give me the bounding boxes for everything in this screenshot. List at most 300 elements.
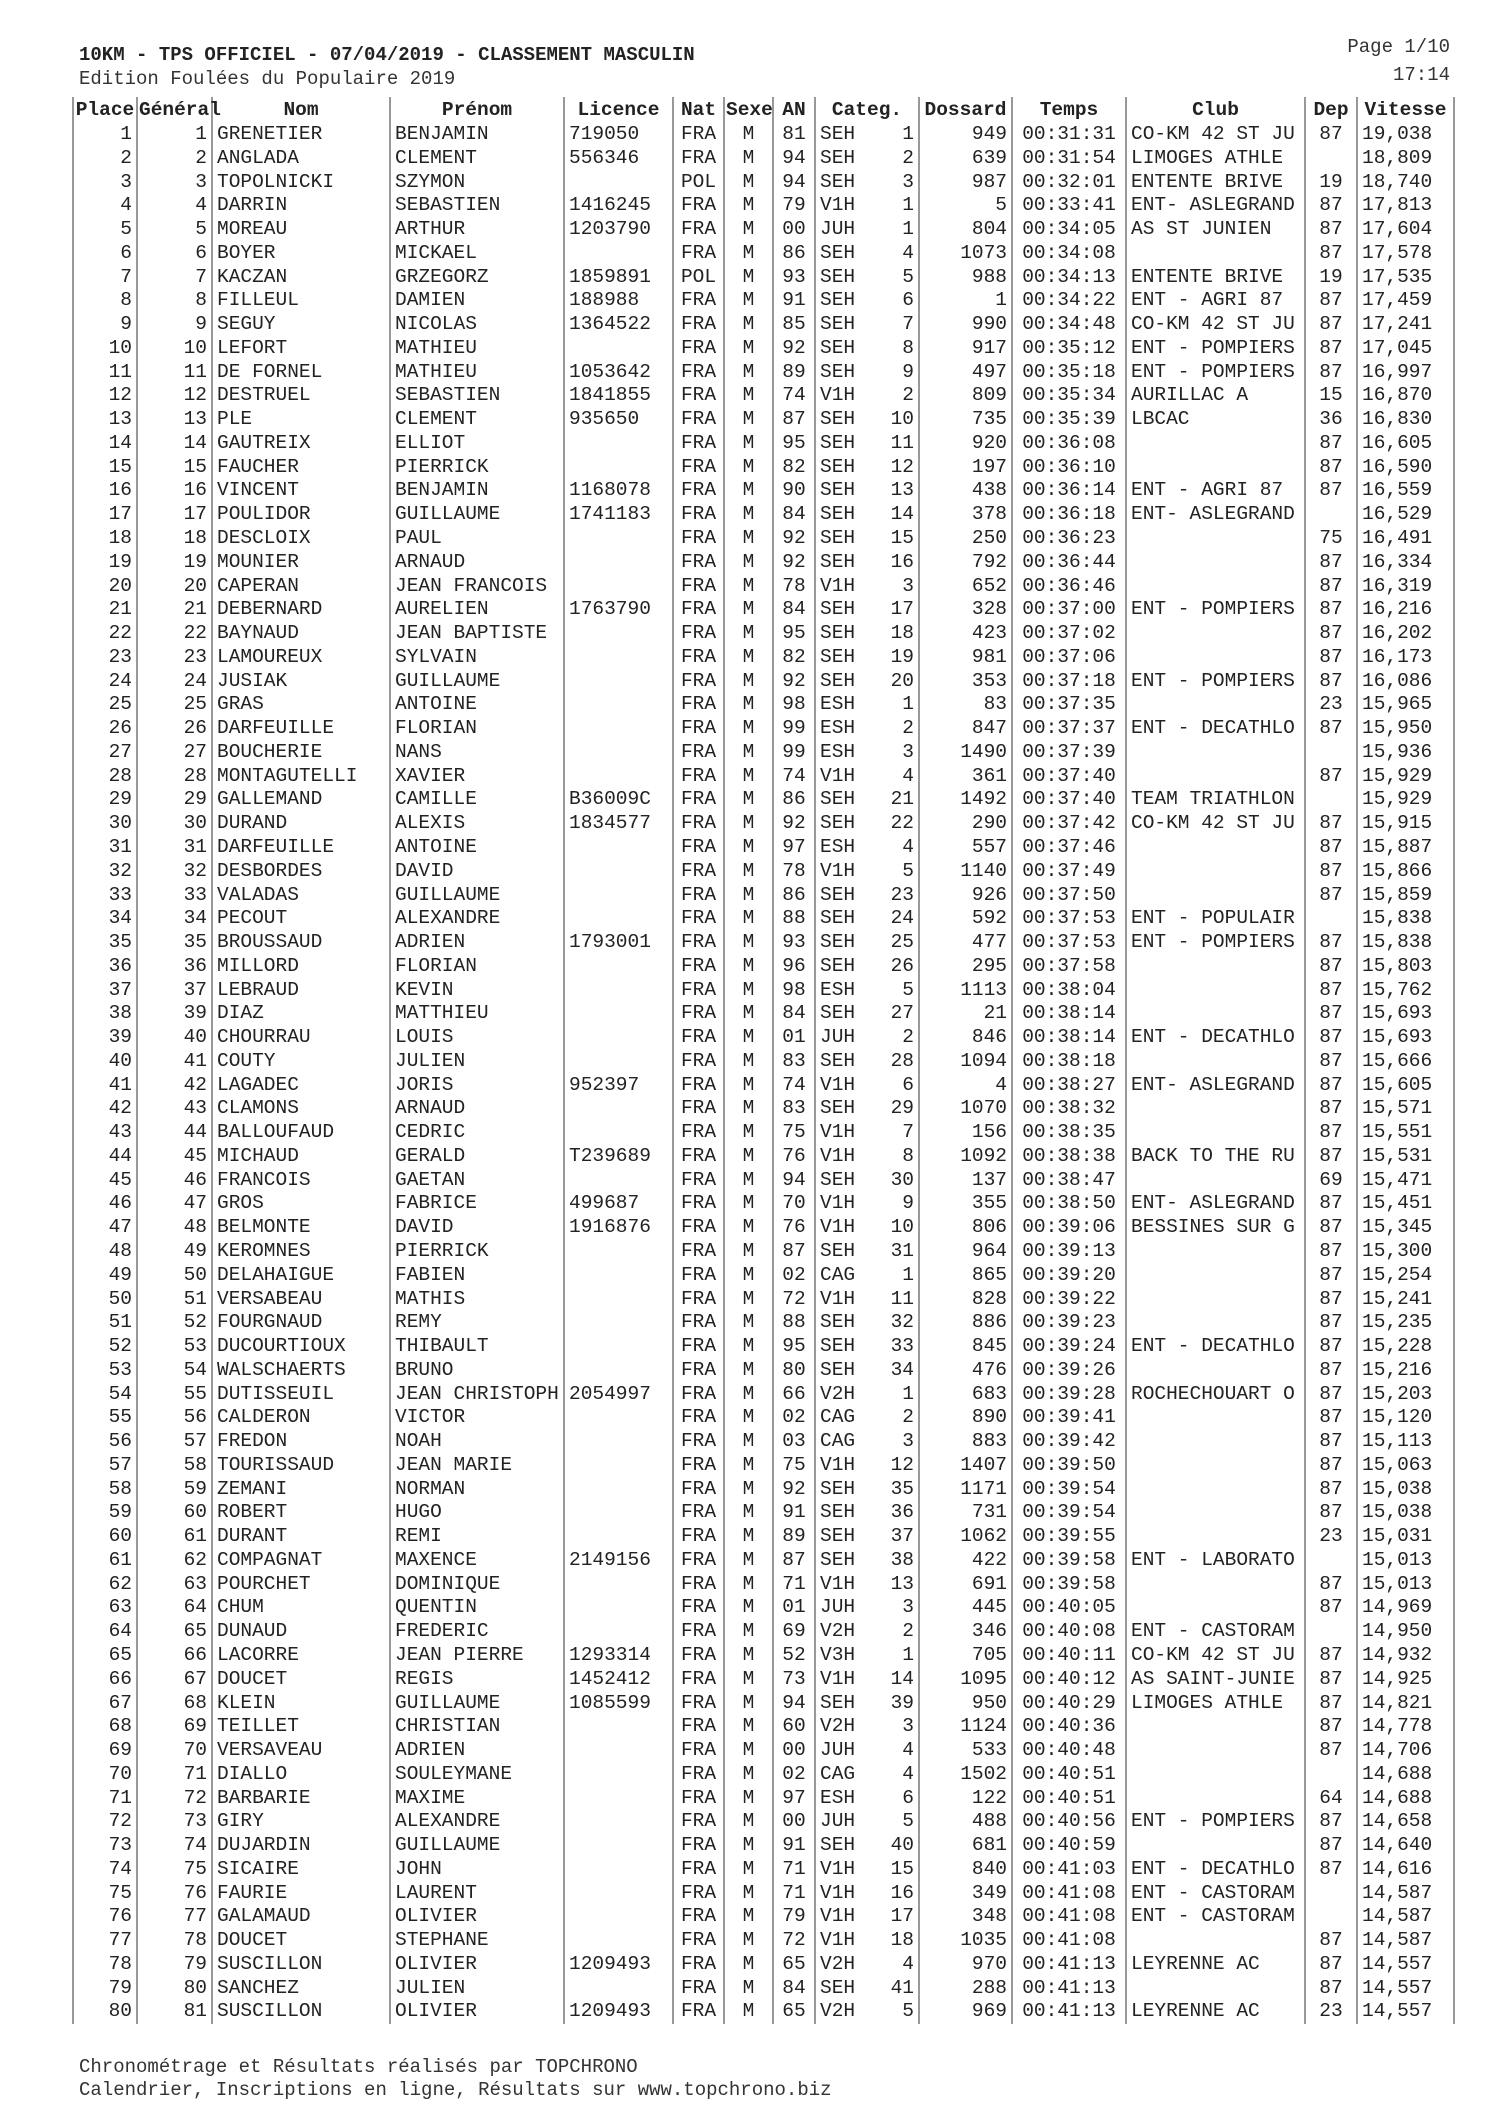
cell-categ bbox=[815, 1525, 919, 1549]
cell-categ bbox=[815, 670, 919, 694]
cell-dep: 15 bbox=[1305, 384, 1357, 408]
cell-general: 51 bbox=[137, 1288, 212, 1312]
cell-prenom: AURELIEN bbox=[390, 598, 564, 622]
cell-licence bbox=[564, 622, 673, 646]
cell-club bbox=[1126, 1715, 1305, 1739]
cell-temps: 00:40:08 bbox=[1012, 1620, 1126, 1644]
cell-nom: PECOUT bbox=[212, 907, 390, 931]
cell-dep: 23 bbox=[1305, 693, 1357, 717]
cell-categ bbox=[815, 1454, 919, 1478]
cell-nat: FRA bbox=[673, 646, 724, 670]
cell-nom: DUNAUD bbox=[212, 1620, 390, 1644]
cell-prenom: VICTOR bbox=[390, 1406, 564, 1430]
cell-club bbox=[1126, 1763, 1305, 1787]
cell-nom: LAGADEC bbox=[212, 1074, 390, 1098]
cell-nom: BROUSSAUD bbox=[212, 931, 390, 955]
cell-nom: GALLEMAND bbox=[212, 788, 390, 812]
cell-general: 39 bbox=[137, 1002, 212, 1026]
cell-dossard: 328 bbox=[919, 598, 1012, 622]
cell-general: 49 bbox=[137, 1240, 212, 1264]
cell-general: 80 bbox=[137, 1977, 212, 2001]
cell-club: CO-KM 42 ST JU bbox=[1126, 123, 1305, 147]
cell-sexe: M bbox=[724, 1953, 773, 1977]
cell-vitesse: 15,965 bbox=[1357, 693, 1454, 717]
category-rank: 11 bbox=[890, 1287, 914, 1310]
cell-temps: 00:39:54 bbox=[1012, 1478, 1126, 1502]
cell-nat: FRA bbox=[673, 1240, 724, 1264]
cell-temps: 00:37:35 bbox=[1012, 693, 1126, 717]
cell-place: 66 bbox=[73, 1668, 137, 1692]
table-row bbox=[73, 1264, 1454, 1288]
cell-club: ENT - CASTORAM bbox=[1126, 1620, 1305, 1644]
table-row bbox=[73, 670, 1454, 694]
cell-nom: DARRIN bbox=[212, 194, 390, 218]
cell-club: TEAM TRIATHLON bbox=[1126, 788, 1305, 812]
cell-vitesse: 15,113 bbox=[1357, 1430, 1454, 1454]
category-rank: 2 bbox=[902, 717, 914, 740]
cell-club: LIMOGES ATHLE bbox=[1126, 147, 1305, 171]
cell-sexe: M bbox=[724, 884, 773, 908]
table-row bbox=[73, 1763, 1454, 1787]
cell-place: 15 bbox=[73, 456, 137, 480]
cell-prenom: ARNAUD bbox=[390, 1097, 564, 1121]
table-row bbox=[73, 1905, 1454, 1929]
cell-nom: DESCLOIX bbox=[212, 527, 390, 551]
cell-dossard: 886 bbox=[919, 1311, 1012, 1335]
cell-categ bbox=[815, 313, 919, 337]
cell-general: 36 bbox=[137, 955, 212, 979]
cell-categ bbox=[815, 931, 919, 955]
cell-temps: 00:32:01 bbox=[1012, 171, 1126, 195]
cell-place: 14 bbox=[73, 432, 137, 456]
cell-dossard: 1124 bbox=[919, 1715, 1012, 1739]
cell-temps: 00:39:54 bbox=[1012, 1501, 1126, 1525]
cell-nom: MILLORD bbox=[212, 955, 390, 979]
cell-dossard: 845 bbox=[919, 1335, 1012, 1359]
cell-nom: BOUCHERIE bbox=[212, 741, 390, 765]
cell-place: 56 bbox=[73, 1430, 137, 1454]
cell-an: 92 bbox=[773, 670, 815, 694]
cell-dep: 87 bbox=[1305, 1454, 1357, 1478]
cell-sexe: M bbox=[724, 741, 773, 765]
cell-prenom: FLORIAN bbox=[390, 717, 564, 741]
table-row bbox=[73, 1929, 1454, 1953]
category-rank: 5 bbox=[902, 265, 914, 288]
cell-dep: 87 bbox=[1305, 479, 1357, 503]
cell-categ bbox=[815, 1739, 919, 1763]
cell-dossard: 1502 bbox=[919, 1763, 1012, 1787]
cell-temps: 00:41:13 bbox=[1012, 1953, 1126, 1977]
cell-nat: FRA bbox=[673, 456, 724, 480]
cell-prenom: GRZEGORZ bbox=[390, 266, 564, 290]
cell-licence bbox=[564, 741, 673, 765]
cell-prenom: BENJAMIN bbox=[390, 123, 564, 147]
category-code: SEH bbox=[820, 146, 856, 169]
category-rank: 1 bbox=[902, 693, 914, 716]
cell-temps: 00:37:18 bbox=[1012, 670, 1126, 694]
category-code: V1H bbox=[820, 1905, 856, 1928]
cell-sexe: M bbox=[724, 2000, 773, 2024]
cell-vitesse: 15,887 bbox=[1357, 836, 1454, 860]
results-table bbox=[72, 97, 1455, 2024]
cell-club bbox=[1126, 646, 1305, 670]
cell-place: 39 bbox=[73, 1026, 137, 1050]
cell-vitesse: 17,604 bbox=[1357, 218, 1454, 242]
cell-temps: 00:37:06 bbox=[1012, 646, 1126, 670]
cell-sexe: M bbox=[724, 1525, 773, 1549]
cell-prenom: CAMILLE bbox=[390, 788, 564, 812]
cell-temps: 00:36:44 bbox=[1012, 551, 1126, 575]
cell-place: 79 bbox=[73, 1977, 137, 2001]
cell-licence bbox=[564, 1834, 673, 1858]
cell-place: 1 bbox=[73, 123, 137, 147]
cell-dossard: 346 bbox=[919, 1620, 1012, 1644]
table-row bbox=[73, 1953, 1454, 1977]
table-row bbox=[73, 218, 1454, 242]
cell-licence: 1793001 bbox=[564, 931, 673, 955]
cell-sexe: M bbox=[724, 432, 773, 456]
category-rank: 35 bbox=[890, 1477, 914, 1500]
cell-prenom: GUILLAUME bbox=[390, 503, 564, 527]
footer-website: Calendrier, Inscriptions en ligne, Résultats sur www.topchrono.biz bbox=[79, 2079, 832, 2101]
cell-an: 85 bbox=[773, 313, 815, 337]
cell-club: ENT - POMPIERS bbox=[1126, 598, 1305, 622]
cell-vitesse: 14,778 bbox=[1357, 1715, 1454, 1739]
cell-licence bbox=[564, 836, 673, 860]
cell-an: 65 bbox=[773, 1953, 815, 1977]
cell-sexe: M bbox=[724, 1763, 773, 1787]
cell-sexe: M bbox=[724, 1026, 773, 1050]
cell-club: ENT - AGRI 87 bbox=[1126, 289, 1305, 313]
cell-categ bbox=[815, 1026, 919, 1050]
cell-dep: 87 bbox=[1305, 860, 1357, 884]
cell-dossard: 422 bbox=[919, 1549, 1012, 1573]
cell-sexe: M bbox=[724, 646, 773, 670]
cell-prenom: CHRISTIAN bbox=[390, 1715, 564, 1739]
cell-place: 38 bbox=[73, 1002, 137, 1026]
cell-temps: 00:31:54 bbox=[1012, 147, 1126, 171]
category-rank: 29 bbox=[890, 1097, 914, 1120]
cell-categ bbox=[815, 598, 919, 622]
cell-categ bbox=[815, 1834, 919, 1858]
category-code: SEH bbox=[820, 622, 856, 645]
cell-general: 27 bbox=[137, 741, 212, 765]
category-rank: 26 bbox=[890, 954, 914, 977]
cell-an: 92 bbox=[773, 1478, 815, 1502]
cell-vitesse: 17,045 bbox=[1357, 337, 1454, 361]
category-code: SEH bbox=[820, 241, 856, 264]
cell-general: 76 bbox=[137, 1882, 212, 1906]
category-code: CAG bbox=[820, 1762, 856, 1785]
cell-prenom: SYLVAIN bbox=[390, 646, 564, 670]
cell-club bbox=[1126, 1478, 1305, 1502]
cell-nat: FRA bbox=[673, 979, 724, 1003]
cell-vitesse: 14,821 bbox=[1357, 1692, 1454, 1716]
cell-categ bbox=[815, 646, 919, 670]
category-code: ESH bbox=[820, 740, 856, 763]
category-rank: 10 bbox=[890, 1216, 914, 1239]
cell-dossard: 949 bbox=[919, 123, 1012, 147]
cell-dossard: 920 bbox=[919, 432, 1012, 456]
cell-nom: SANCHEZ bbox=[212, 1977, 390, 2001]
cell-prenom: DAMIEN bbox=[390, 289, 564, 313]
category-rank: 4 bbox=[902, 764, 914, 787]
cell-nom: DURANT bbox=[212, 1525, 390, 1549]
category-code: JUH bbox=[820, 218, 856, 241]
category-code: SEH bbox=[820, 1097, 856, 1120]
cell-an: 71 bbox=[773, 1882, 815, 1906]
cell-general: 18 bbox=[137, 527, 212, 551]
cell-prenom: MATHIEU bbox=[390, 337, 564, 361]
cell-nom: DESBORDES bbox=[212, 860, 390, 884]
table-row bbox=[73, 1406, 1454, 1430]
category-code: V1H bbox=[820, 574, 856, 597]
cell-nat: FRA bbox=[673, 384, 724, 408]
cell-nat: POL bbox=[673, 266, 724, 290]
cell-sexe: M bbox=[724, 1882, 773, 1906]
cell-place: 71 bbox=[73, 1787, 137, 1811]
cell-vitesse: 16,216 bbox=[1357, 598, 1454, 622]
table-row bbox=[73, 123, 1454, 147]
cell-nat: FRA bbox=[673, 598, 724, 622]
cell-categ bbox=[815, 1668, 919, 1692]
category-code: SEH bbox=[820, 1358, 856, 1381]
category-code: ESH bbox=[820, 835, 856, 858]
cell-an: 95 bbox=[773, 1335, 815, 1359]
col-header-general: Général bbox=[139, 99, 221, 121]
cell-club: CO-KM 42 ST JU bbox=[1126, 313, 1305, 337]
category-code: SEH bbox=[820, 1976, 856, 1999]
cell-general: 26 bbox=[137, 717, 212, 741]
category-code: V1H bbox=[820, 1453, 856, 1476]
cell-dossard: 1492 bbox=[919, 788, 1012, 812]
cell-licence bbox=[564, 1264, 673, 1288]
category-code: SEH bbox=[820, 1239, 856, 1262]
cell-club bbox=[1126, 1834, 1305, 1858]
cell-dep: 87 bbox=[1305, 1929, 1357, 1953]
cell-an: 82 bbox=[773, 646, 815, 670]
cell-categ bbox=[815, 503, 919, 527]
cell-dossard: 290 bbox=[919, 812, 1012, 836]
cell-prenom: ADRIEN bbox=[390, 931, 564, 955]
category-code: SEH bbox=[820, 455, 856, 478]
cell-an: 86 bbox=[773, 242, 815, 266]
cell-dossard: 981 bbox=[919, 646, 1012, 670]
category-code: SEH bbox=[820, 1501, 856, 1524]
cell-categ bbox=[815, 1953, 919, 1977]
cell-temps: 00:34:22 bbox=[1012, 289, 1126, 313]
cell-prenom: LAURENT bbox=[390, 1882, 564, 1906]
cell-prenom: BRUNO bbox=[390, 1359, 564, 1383]
cell-an: 00 bbox=[773, 1739, 815, 1763]
cell-prenom: HUGO bbox=[390, 1501, 564, 1525]
cell-licence bbox=[564, 1929, 673, 1953]
category-rank: 8 bbox=[902, 1144, 914, 1167]
cell-dep: 36 bbox=[1305, 408, 1357, 432]
cell-vitesse: 16,334 bbox=[1357, 551, 1454, 575]
cell-vitesse: 15,531 bbox=[1357, 1145, 1454, 1169]
cell-dossard: 969 bbox=[919, 2000, 1012, 2024]
cell-place: 48 bbox=[73, 1240, 137, 1264]
cell-categ bbox=[815, 1359, 919, 1383]
document-title: 10KM - TPS OFFICIEL - 07/04/2019 - CLASSEMENT MASCULIN bbox=[79, 44, 695, 66]
cell-dossard: 378 bbox=[919, 503, 1012, 527]
table-row bbox=[73, 1288, 1454, 1312]
cell-categ bbox=[815, 1715, 919, 1739]
cell-dossard: 1113 bbox=[919, 979, 1012, 1003]
cell-temps: 00:39:50 bbox=[1012, 1454, 1126, 1478]
cell-nom: VERSAVEAU bbox=[212, 1739, 390, 1763]
table-row bbox=[73, 266, 1454, 290]
table-row bbox=[73, 147, 1454, 171]
cell-club bbox=[1126, 1311, 1305, 1335]
cell-categ bbox=[815, 1288, 919, 1312]
cell-sexe: M bbox=[724, 1454, 773, 1478]
cell-sexe: M bbox=[724, 836, 773, 860]
cell-dossard: 477 bbox=[919, 931, 1012, 955]
cell-club: LEYRENNE AC bbox=[1126, 2000, 1305, 2024]
cell-an: 76 bbox=[773, 1216, 815, 1240]
cell-licence bbox=[564, 884, 673, 908]
cell-an: 75 bbox=[773, 1121, 815, 1145]
cell-club: ENT - POPULAIR bbox=[1126, 907, 1305, 931]
table-row bbox=[73, 289, 1454, 313]
cell-nat: FRA bbox=[673, 575, 724, 599]
cell-categ bbox=[815, 479, 919, 503]
category-rank: 5 bbox=[902, 2000, 914, 2023]
category-rank: 6 bbox=[902, 1786, 914, 1809]
cell-licence: T239689 bbox=[564, 1145, 673, 1169]
cell-place: 31 bbox=[73, 836, 137, 860]
cell-dep: 87 bbox=[1305, 1430, 1357, 1454]
category-code: V1H bbox=[820, 1216, 856, 1239]
cell-general: 14 bbox=[137, 432, 212, 456]
cell-nat: FRA bbox=[673, 1264, 724, 1288]
cell-general: 3 bbox=[137, 171, 212, 195]
cell-categ bbox=[815, 337, 919, 361]
cell-club: ENT - POMPIERS bbox=[1126, 670, 1305, 694]
cell-sexe: M bbox=[724, 1596, 773, 1620]
cell-dep: 87 bbox=[1305, 1810, 1357, 1834]
cell-licence bbox=[564, 242, 673, 266]
cell-place: 73 bbox=[73, 1834, 137, 1858]
cell-club: AURILLAC A bbox=[1126, 384, 1305, 408]
table-row bbox=[73, 860, 1454, 884]
cell-vitesse: 15,031 bbox=[1357, 1525, 1454, 1549]
cell-categ bbox=[815, 836, 919, 860]
cell-sexe: M bbox=[724, 1002, 773, 1026]
cell-licence bbox=[564, 432, 673, 456]
col-header-temps: Temps bbox=[1012, 97, 1126, 123]
cell-sexe: M bbox=[724, 1501, 773, 1525]
category-code: SEH bbox=[820, 408, 856, 431]
cell-club bbox=[1126, 979, 1305, 1003]
cell-nat: FRA bbox=[673, 1478, 724, 1502]
cell-vitesse: 15,859 bbox=[1357, 884, 1454, 908]
cell-nat: POL bbox=[673, 171, 724, 195]
cell-dep: 87 bbox=[1305, 717, 1357, 741]
cell-sexe: M bbox=[724, 1715, 773, 1739]
cell-nom: GRENETIER bbox=[212, 123, 390, 147]
cell-prenom: ANTOINE bbox=[390, 693, 564, 717]
cell-nat: FRA bbox=[673, 551, 724, 575]
cell-sexe: M bbox=[724, 575, 773, 599]
cell-sexe: M bbox=[724, 1383, 773, 1407]
cell-prenom: GUILLAUME bbox=[390, 884, 564, 908]
cell-dep bbox=[1305, 1882, 1357, 1906]
cell-sexe: M bbox=[724, 1288, 773, 1312]
cell-sexe: M bbox=[724, 1192, 773, 1216]
category-code: V1H bbox=[820, 764, 856, 787]
cell-an: 91 bbox=[773, 1834, 815, 1858]
cell-vitesse: 16,202 bbox=[1357, 622, 1454, 646]
cell-dossard: 1092 bbox=[919, 1145, 1012, 1169]
cell-dossard: 438 bbox=[919, 479, 1012, 503]
cell-vitesse: 19,038 bbox=[1357, 123, 1454, 147]
cell-temps: 00:37:40 bbox=[1012, 765, 1126, 789]
cell-sexe: M bbox=[724, 1834, 773, 1858]
cell-licence bbox=[564, 1169, 673, 1193]
cell-nat: FRA bbox=[673, 1288, 724, 1312]
footer-credit: Chronométrage et Résultats réalisés par TOPCHRONO bbox=[79, 2056, 638, 2078]
cell-vitesse: 15,666 bbox=[1357, 1050, 1454, 1074]
cell-nom: ANGLADA bbox=[212, 147, 390, 171]
cell-place: 30 bbox=[73, 812, 137, 836]
cell-vitesse: 15,762 bbox=[1357, 979, 1454, 1003]
cell-nom: DIAZ bbox=[212, 1002, 390, 1026]
cell-dossard: 1140 bbox=[919, 860, 1012, 884]
category-rank: 14 bbox=[890, 503, 914, 526]
category-code: V1H bbox=[820, 194, 856, 217]
cell-dep: 87 bbox=[1305, 289, 1357, 313]
cell-sexe: M bbox=[724, 812, 773, 836]
cell-club: ENT - DECATHLO bbox=[1126, 1858, 1305, 1882]
cell-prenom: SEBASTIEN bbox=[390, 194, 564, 218]
cell-an: 71 bbox=[773, 1858, 815, 1882]
col-header-nom: Nom bbox=[212, 97, 390, 123]
category-rank: 21 bbox=[890, 788, 914, 811]
cell-vitesse: 15,693 bbox=[1357, 1026, 1454, 1050]
cell-vitesse: 18,740 bbox=[1357, 171, 1454, 195]
cell-general: 11 bbox=[137, 361, 212, 385]
category-rank: 25 bbox=[890, 931, 914, 954]
cell-place: 55 bbox=[73, 1406, 137, 1430]
cell-dep bbox=[1305, 788, 1357, 812]
cell-licence bbox=[564, 1810, 673, 1834]
cell-licence bbox=[564, 456, 673, 480]
cell-temps: 00:39:20 bbox=[1012, 1264, 1126, 1288]
category-rank: 4 bbox=[902, 1952, 914, 1975]
cell-temps: 00:35:39 bbox=[1012, 408, 1126, 432]
category-rank: 24 bbox=[890, 907, 914, 930]
cell-dep: 87 bbox=[1305, 456, 1357, 480]
cell-nom: POURCHET bbox=[212, 1573, 390, 1597]
cell-place: 68 bbox=[73, 1715, 137, 1739]
cell-licence: 1203790 bbox=[564, 218, 673, 242]
cell-licence bbox=[564, 979, 673, 1003]
cell-nom: DOUCET bbox=[212, 1668, 390, 1692]
cell-nom: DOUCET bbox=[212, 1929, 390, 1953]
cell-dossard: 122 bbox=[919, 1787, 1012, 1811]
cell-nom: SICAIRE bbox=[212, 1858, 390, 1882]
cell-vitesse: 15,013 bbox=[1357, 1573, 1454, 1597]
cell-categ bbox=[815, 1620, 919, 1644]
cell-sexe: M bbox=[724, 171, 773, 195]
cell-dossard: 497 bbox=[919, 361, 1012, 385]
cell-categ bbox=[815, 1763, 919, 1787]
cell-nat: FRA bbox=[673, 242, 724, 266]
cell-nom: WALSCHAERTS bbox=[212, 1359, 390, 1383]
